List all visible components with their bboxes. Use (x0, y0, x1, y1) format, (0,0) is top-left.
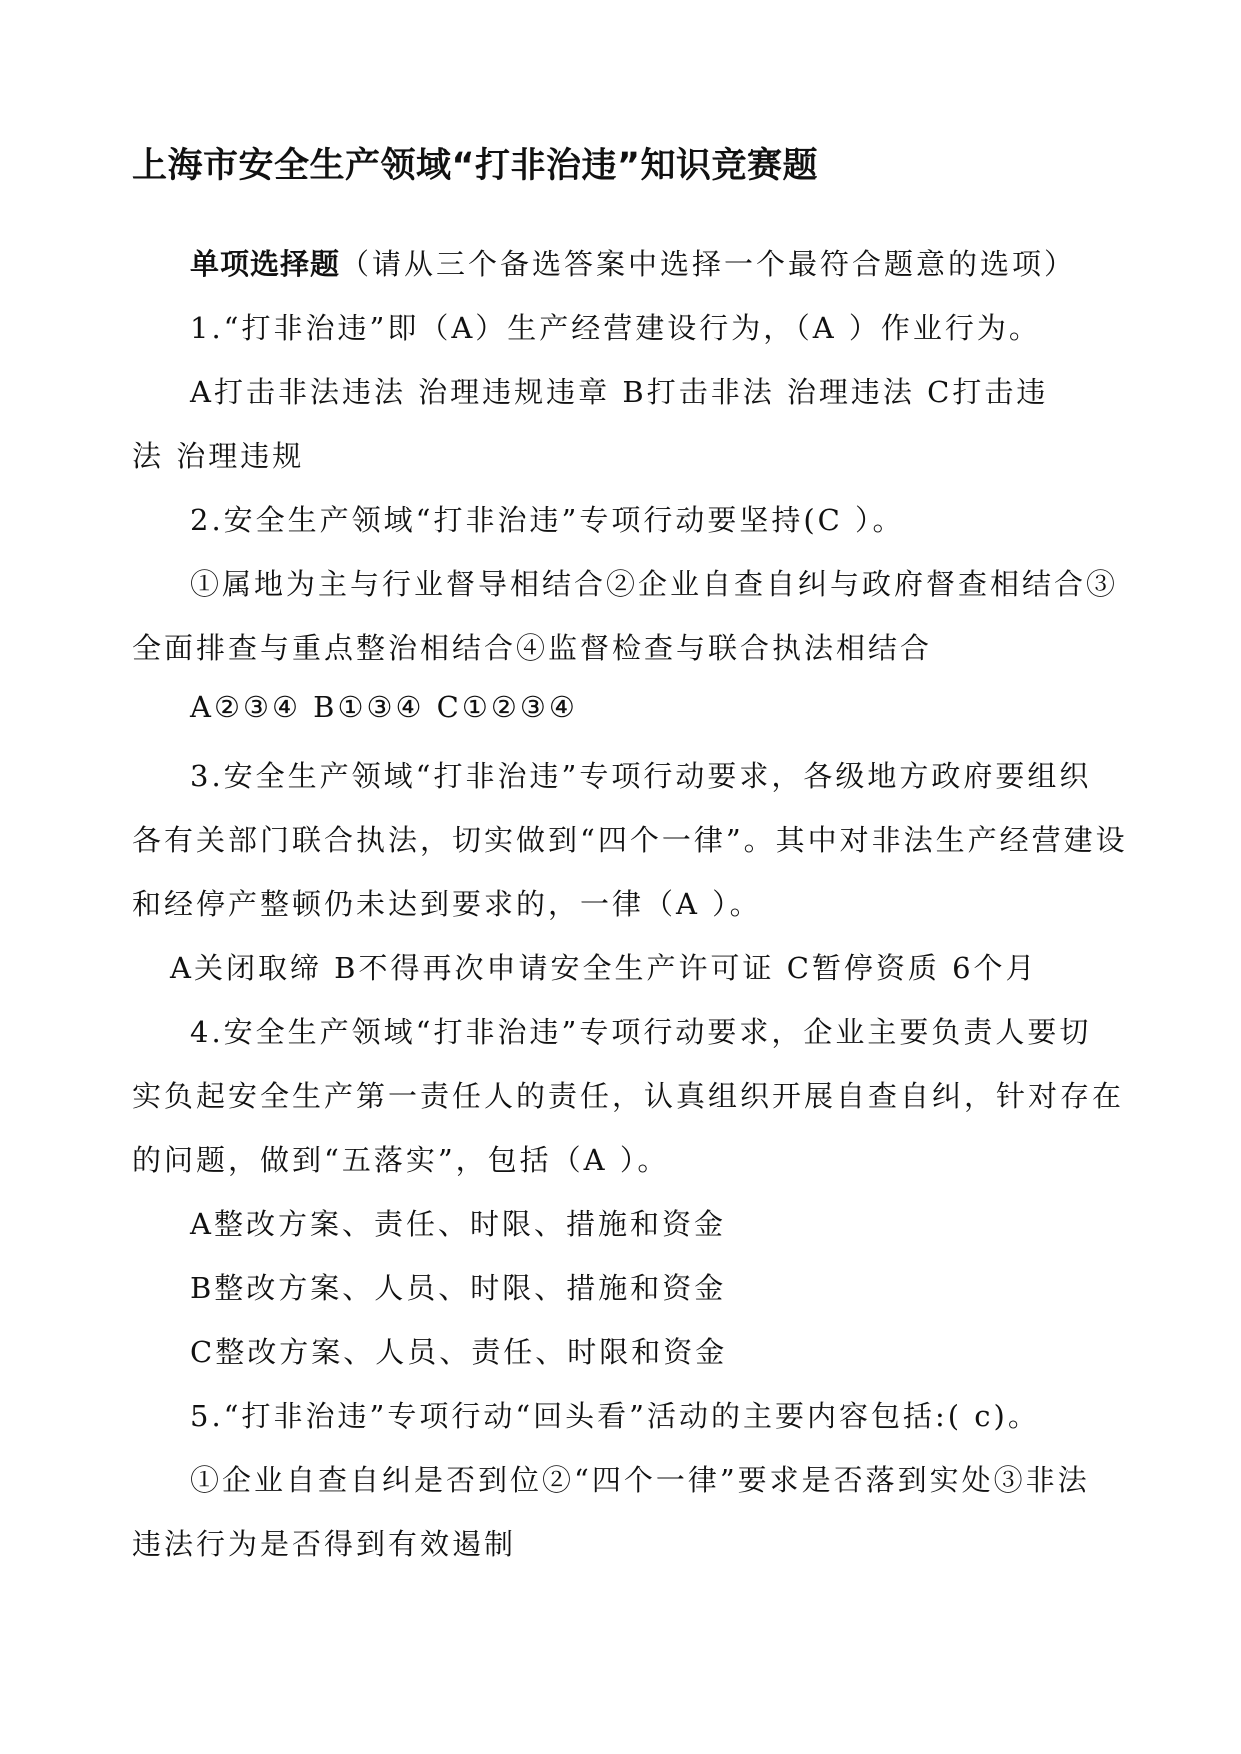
document-title: 上海市安全生产领域“打非治违”知识竞赛题 (132, 146, 819, 186)
question-4-option-b: B整改方案、人员、时限、措施和资金 (190, 1271, 727, 1305)
question-1-text: 1.“打非治违”即（A）生产经营建设行为，（A ）作业行为。 (190, 311, 1041, 345)
question-5-items-cont: 违法行为是否得到有效遏制 (132, 1527, 517, 1561)
question-1-options-cont: 法 治理违规 (132, 439, 305, 473)
section-heading-label: 单项选择题 (190, 247, 341, 281)
question-4-text-cont: 实负起安全生产第一责任人的责任，认真组织开展自查自纠，针对存在 (132, 1079, 1125, 1113)
question-2-text: 2.安全生产领域“打非治违”专项行动要坚持(C ）。 (190, 503, 905, 537)
section-heading (190, 242, 1076, 283)
question-4-text: 4.安全生产领域“打非治违”专项行动要求，企业主要负责人要切 (190, 1015, 1092, 1049)
question-5-text: 5.“打非治违”专项行动“回头看”活动的主要内容包括:( c)。 (190, 1399, 1040, 1433)
question-5-items: ①企业自查自纠是否到位②“四个一律”要求是否落到实处③非法 (190, 1463, 1090, 1497)
question-2-options: A②③④ B①③④ C①②③④ (190, 690, 578, 724)
question-3-text-cont: 各有关部门联合执法，切实做到“四个一律”。其中对非法生产经营建设 (132, 823, 1128, 857)
question-3-text: 3.安全生产领域“打非治违”专项行动要求，各级地方政府要组织 (190, 759, 1092, 793)
question-2-items: ①属地为主与行业督导相结合②企业自查自纠与政府督查相结合③ (190, 567, 1119, 601)
question-4-option-a: A整改方案、责任、时限、措施和资金 (190, 1207, 726, 1241)
question-3-text-end: 和经停产整顿仍未达到要求的，一律（A ）。 (132, 887, 762, 921)
section-instruction: （请从三个备选答案中选择一个最符合题意的选项） (340, 247, 1077, 281)
question-2-items-cont: 全面排查与重点整治相结合④监督检查与联合执法相结合 (132, 631, 933, 665)
question-1-options: A打击非法违法 治理违规违章 B打击非法 治理违法 C打击违 (190, 375, 1049, 409)
question-4-option-c: C整改方案、人员、责任、时限和资金 (190, 1335, 728, 1369)
question-4-text-end: 的问题，做到“五落实”，包括（A ）。 (132, 1143, 670, 1177)
question-3-options: A关闭取缔 B不得再次申请安全生产许可证 C暂停资质 6个月 (170, 951, 1038, 985)
